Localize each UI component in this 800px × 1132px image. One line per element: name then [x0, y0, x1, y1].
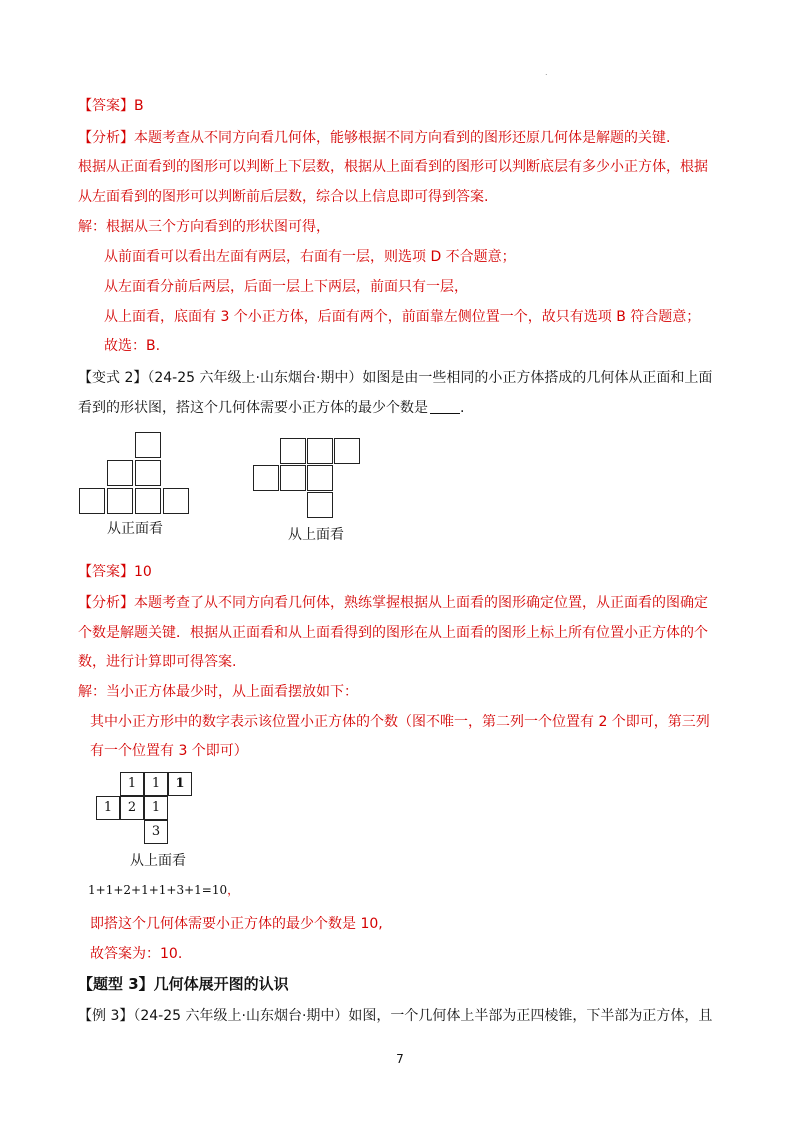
equation [88, 880, 239, 900]
top-cell [253, 465, 279, 491]
solution-2: 解：当小正方体最少时，从上面看摆放如下： [78, 684, 358, 700]
solution-1: 解：根据从三个方向看到的形状图可得， [78, 219, 330, 235]
solution-1-step-3: 从上面看，底面有 3 个小正方体，后面有两个，前面靠左侧位置一个，故只有选项 B 符合题意； [104, 309, 701, 325]
section-heading-type-3: 【题型 3】几何体展开图的认识 [78, 975, 289, 993]
front-cell [79, 488, 105, 514]
variant-2-question-end: . [460, 400, 465, 416]
front-cell [107, 460, 133, 486]
front-cell [107, 488, 133, 514]
top-cell [280, 465, 306, 491]
top-cell [280, 438, 306, 464]
variant-2-question-text: 看到的形状图，搭这个几何体需要小正方体的最少个数是 [78, 400, 428, 416]
front-cell [135, 460, 161, 486]
front-view-caption: 从正面看 [107, 521, 163, 537]
equation-comma: ， [227, 883, 240, 897]
variant-2-question: 【变式 2】（24-25 六年级上·山东烟台·期中）如图是由一些相同的小正方体搭成的几何体从正面和上面 [78, 370, 713, 386]
figure-numbered-top-view [96, 772, 196, 848]
front-cell [135, 432, 161, 458]
answer-1: 【答案】B [78, 98, 144, 114]
solution-2-note-cont: 有一个位置有 3 个即可） [90, 743, 248, 759]
figure-front-view [79, 432, 191, 516]
page-number: 7 [396, 1052, 404, 1066]
answer-2: 【答案】10 [78, 564, 152, 580]
grid-number-cell: 1 [144, 772, 168, 796]
dot-mark: . [545, 68, 548, 77]
analysis-1-cont-2: 从左面看到的图形可以判断前后层数，综合以上信息即可得到答案. [78, 189, 489, 205]
grid-number-cell: 1 [144, 796, 168, 820]
top-cell [334, 438, 360, 464]
grid-number-cell: 3 [144, 820, 168, 844]
numbered-view-caption: 从上面看 [130, 853, 186, 869]
example-3-question: 【例 3】（24-25 六年级上·山东烟台·期中）如图，一个几何体上半部为正四棱锥，下半部为正方体，且 [78, 1008, 713, 1024]
equation-text: 1+1+2+1+1+3+1=10 [88, 883, 228, 897]
answer-blank [430, 399, 460, 414]
grid-number-cell: 1 [120, 772, 144, 796]
grid-number-cell: 2 [120, 796, 144, 820]
figure-top-view [253, 438, 361, 518]
top-cell [307, 465, 333, 491]
solution-2-note: 其中小正方形中的数字表示该位置小正方体的个数（图不唯一，第二列一个位置有 2 个即可，第三列 [90, 714, 710, 730]
analysis-1-cont-1: 根据从正面看到的图形可以判断上下层数，根据从上面看到的图形可以判断底层有多少小正方体，根据 [78, 159, 708, 175]
solution-1-conclusion: 故选：B. [104, 338, 161, 354]
top-cell [307, 492, 333, 518]
solution-2-result: 即搭这个几何体需要小正方体的最少个数是 10, [90, 916, 383, 932]
solution-1-step-1: 从前面看可以看出左面有两层，右面有一层，则选项 D 不合题意； [104, 249, 516, 265]
top-view-caption: 从上面看 [288, 527, 344, 543]
top-cell [307, 438, 333, 464]
variant-2-question-cont [78, 398, 464, 418]
analysis-2: 【分析】本题考查了从不同方向看几何体，熟练掌握根据从上面看的图形确定位置，从正面看的图确定 [78, 595, 708, 611]
solution-2-conclusion: 故答案为：10. [90, 946, 183, 962]
grid-number-cell: 1 [168, 772, 192, 796]
grid-number-cell: 1 [96, 796, 120, 820]
analysis-2-cont-2: 数，进行计算即可得答案. [78, 654, 237, 670]
analysis-1: 【分析】本题考查从不同方向看几何体，能够根据不同方向看到的图形还原几何体是解题的关键. [78, 130, 671, 146]
front-cell [135, 488, 161, 514]
solution-1-step-2: 从左面看分前后两层，后面一层上下两层，前面只有一层， [104, 279, 468, 295]
analysis-2-cont-1: 个数是解题关键．根据从正面看和从上面看得到的图形在从上面看的图形上标上所有位置小正方体的个 [78, 625, 708, 641]
front-cell [163, 488, 189, 514]
